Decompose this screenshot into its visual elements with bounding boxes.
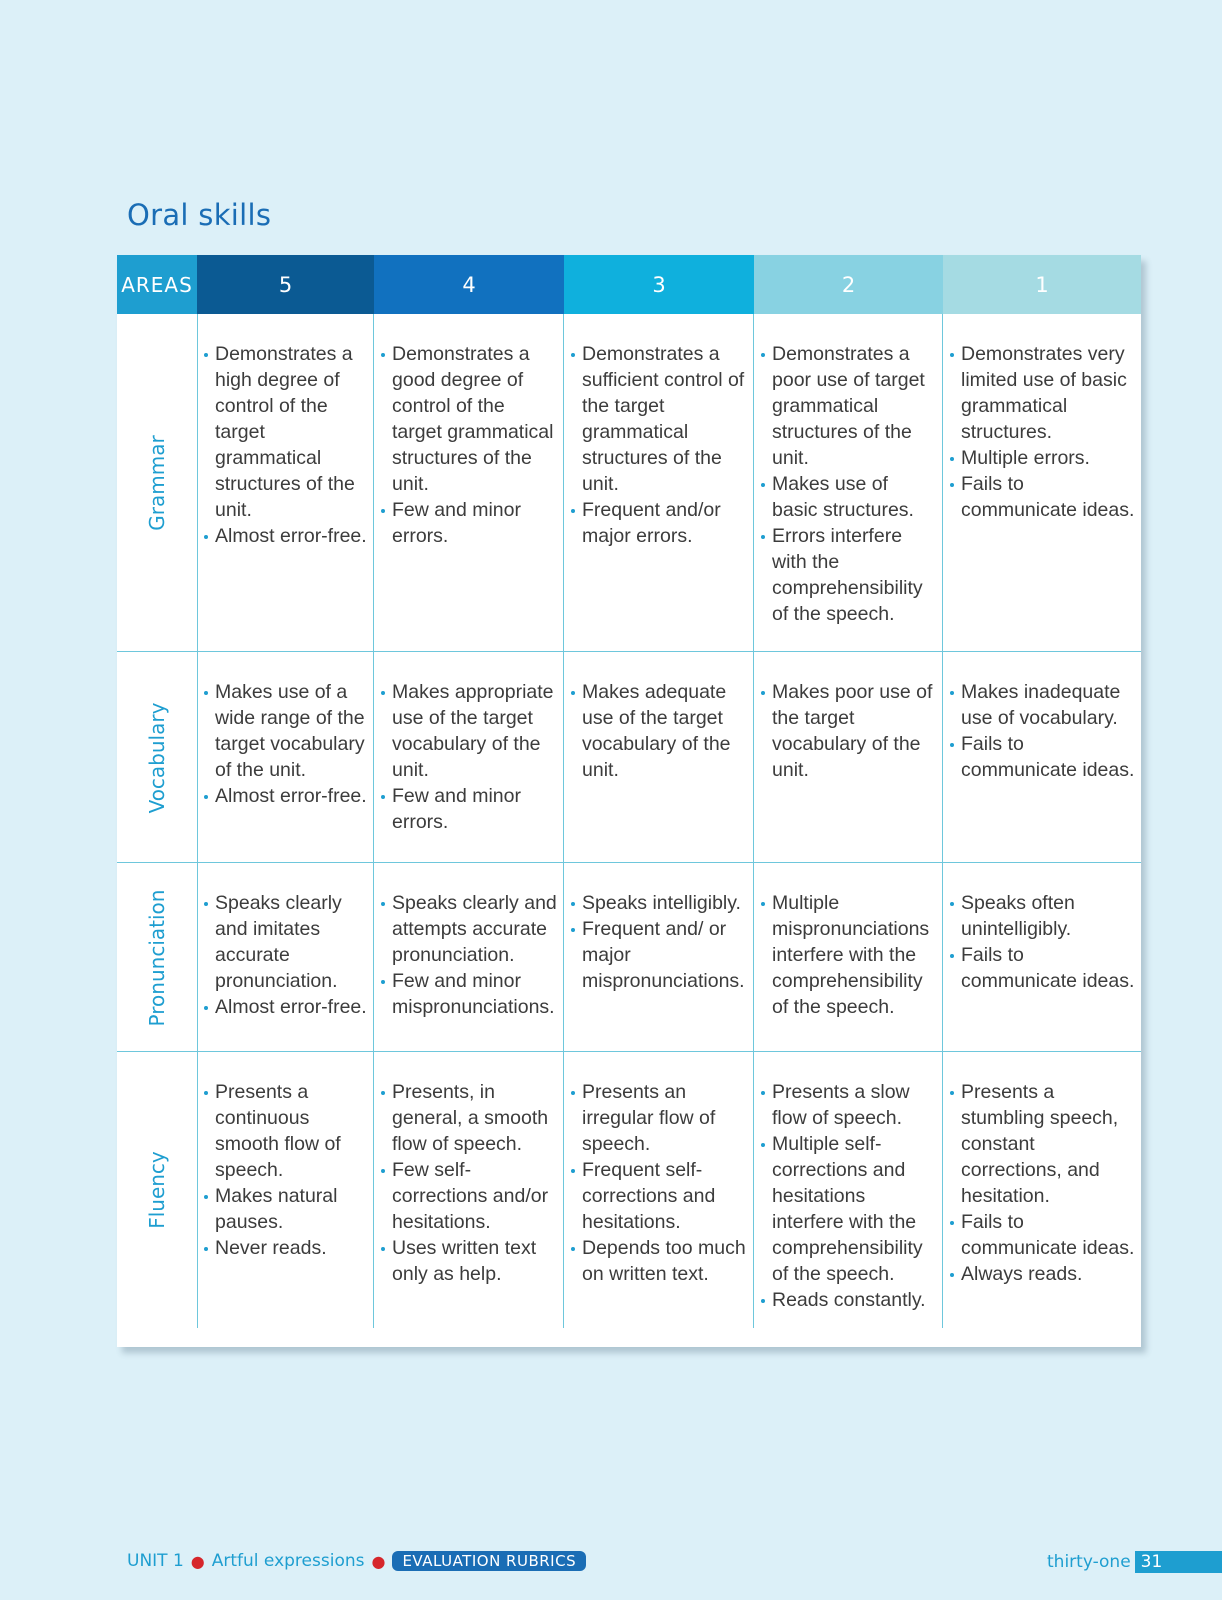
criteria-list: [949, 341, 1137, 523]
list-item: Multiple errors.: [949, 445, 1137, 471]
bullet-dot-icon: ●: [190, 1551, 205, 1571]
criteria-list: [203, 679, 369, 809]
rubric-cell: [754, 863, 943, 1052]
rubric-cell: [374, 652, 564, 863]
list-item: Presents an irregular flow of speech.: [570, 1079, 749, 1157]
criteria-list: [570, 679, 749, 783]
list-item: Presents a stumbling speech, constant corrections, and hesitation.: [949, 1079, 1137, 1209]
score-header-4: 4: [374, 255, 564, 314]
criteria-list: [203, 890, 369, 1020]
list-item: Presents a slow flow of speech.: [760, 1079, 938, 1131]
rubric-cell: [564, 314, 754, 651]
list-item: Uses written text only as help.: [380, 1235, 559, 1287]
list-item: Demonstrates a good degree of control of the target grammatical structures of the unit.: [380, 341, 559, 497]
list-item: Fails to communicate ideas.: [949, 731, 1137, 783]
score-header-1: 1: [943, 255, 1141, 314]
list-item: Always reads.: [949, 1261, 1137, 1287]
criteria-list: [380, 341, 559, 549]
area-name: Fluency: [145, 1151, 169, 1229]
header-row: [117, 255, 1141, 314]
page-number-words: thirty-one: [1047, 1552, 1131, 1572]
criteria-list: [760, 1079, 938, 1313]
list-item: Demonstrates a poor use of target grammatical structures of the unit.: [760, 341, 938, 471]
list-item: Makes appropriate use of the target vocabulary of the unit.: [380, 679, 559, 783]
footer-page: [1047, 1551, 1222, 1573]
area-label: [117, 863, 198, 1052]
list-item: Speaks often unintelligibly.: [949, 890, 1137, 942]
score-header-3: 3: [564, 255, 754, 314]
rubric-cell: [754, 652, 943, 863]
area-label: [117, 1052, 198, 1328]
area-name: Grammar: [145, 434, 169, 531]
rubric-cell: [197, 863, 374, 1052]
list-item: Depends too much on written text.: [570, 1235, 749, 1287]
rubric-cell: [754, 1052, 943, 1328]
list-item: Demonstrates very limited use of basic grammatical structures.: [949, 341, 1137, 445]
list-item: Almost error-free.: [203, 523, 369, 549]
area-name: Vocabulary: [145, 702, 169, 813]
list-item: Demonstrates a sufficient control of the target grammatical structures of the unit.: [570, 341, 749, 497]
rubric-cell: [374, 863, 564, 1052]
area-label: [117, 314, 198, 651]
criteria-list: [203, 341, 369, 549]
list-item: Fails to communicate ideas.: [949, 942, 1137, 994]
criteria-list: [760, 679, 938, 783]
list-item: Frequent and/or major errors.: [570, 497, 749, 549]
area-name: Pronunciation: [145, 889, 169, 1026]
bullet-dot-icon: ●: [371, 1551, 386, 1571]
list-item: Speaks clearly and attempts accurate pronunciation.: [380, 890, 559, 968]
list-item: Almost error-free.: [203, 994, 369, 1020]
list-item: Few and minor errors.: [380, 497, 559, 549]
list-item: Fails to communicate ideas.: [949, 471, 1137, 523]
list-item: Makes adequate use of the target vocabulary of the unit.: [570, 679, 749, 783]
list-item: Fails to communicate ideas.: [949, 1209, 1137, 1261]
rubric-table: [117, 255, 1141, 1347]
rubric-row-fluency: [117, 1051, 1141, 1328]
list-item: Makes inadequate use of vocabulary.: [949, 679, 1137, 731]
rubric-cell: [754, 314, 943, 651]
list-item: Makes natural pauses.: [203, 1183, 369, 1235]
area-label: [117, 652, 198, 863]
list-item: Makes use of a wide range of the target vocabulary of the unit.: [203, 679, 369, 783]
list-item: Almost error-free.: [203, 783, 369, 809]
rubric-cell: [374, 1052, 564, 1328]
unit-title: Artful expressions: [211, 1551, 365, 1571]
rubric-cell: [564, 652, 754, 863]
list-item: Presents, in general, a smooth flow of speech.: [380, 1079, 559, 1157]
rubric-cell: [374, 314, 564, 651]
unit-label: UNIT 1: [127, 1551, 184, 1571]
criteria-list: [570, 1079, 749, 1287]
criteria-list: [380, 890, 559, 1020]
list-item: Frequent self-corrections and hesitations.: [570, 1157, 749, 1235]
areas-header: AREAS: [117, 255, 197, 314]
list-item: Multiple mispronunciations interfere with the comprehensibility of the speech.: [760, 890, 938, 1020]
list-item: Few and minor errors.: [380, 783, 559, 835]
list-item: Demonstrates a high degree of control of the target grammatical structures of the unit.: [203, 341, 369, 523]
score-header-2: 2: [754, 255, 943, 314]
criteria-list: [203, 1079, 369, 1261]
criteria-list: [570, 890, 749, 994]
rubric-cell: [197, 652, 374, 863]
rubric-cell: [943, 314, 1141, 651]
criteria-list: [570, 341, 749, 549]
rubric-row-pronunciation: [117, 862, 1141, 1052]
list-item: Makes use of basic structures.: [760, 471, 938, 523]
rubric-cell: [943, 863, 1141, 1052]
list-item: Never reads.: [203, 1235, 369, 1261]
criteria-list: [949, 890, 1137, 994]
criteria-list: [949, 1079, 1137, 1287]
rubric-cell: [197, 1052, 374, 1328]
footer-unit: [127, 1551, 586, 1571]
list-item: Speaks intelligibly.: [570, 890, 749, 916]
criteria-list: [380, 679, 559, 835]
criteria-list: [380, 1079, 559, 1287]
list-item: Errors interfere with the comprehensibility of the speech.: [760, 523, 938, 627]
list-item: Reads constantly.: [760, 1287, 938, 1313]
rubric-cell: [197, 314, 374, 651]
section-badge: EVALUATION RUBRICS: [392, 1551, 586, 1571]
list-item: Presents a continuous smooth flow of speech.: [203, 1079, 369, 1183]
list-item: Few self-corrections and/or hesitations.: [380, 1157, 559, 1235]
rubric-cell: [564, 1052, 754, 1328]
criteria-list: [949, 679, 1137, 783]
criteria-list: [760, 890, 938, 1020]
page-number: 31: [1135, 1551, 1222, 1573]
list-item: Frequent and/ or major mispronunciations.: [570, 916, 749, 994]
rubric-row-vocabulary: [117, 651, 1141, 863]
list-item: Multiple self-corrections and hesitations interfere with the comprehensibility of the speech.: [760, 1131, 938, 1287]
list-item: Speaks clearly and imitates accurate pronunciation.: [203, 890, 369, 994]
list-item: Few and minor mispronunciations.: [380, 968, 559, 1020]
rubric-cell: [564, 863, 754, 1052]
criteria-list: [760, 341, 938, 627]
page-title: Oral skills: [127, 198, 272, 232]
list-item: Makes poor use of the target vocabulary of the unit.: [760, 679, 938, 783]
rubric-cell: [943, 1052, 1141, 1328]
rubric-cell: [943, 652, 1141, 863]
score-header-5: 5: [197, 255, 374, 314]
rubric-row-grammar: [117, 314, 1141, 651]
